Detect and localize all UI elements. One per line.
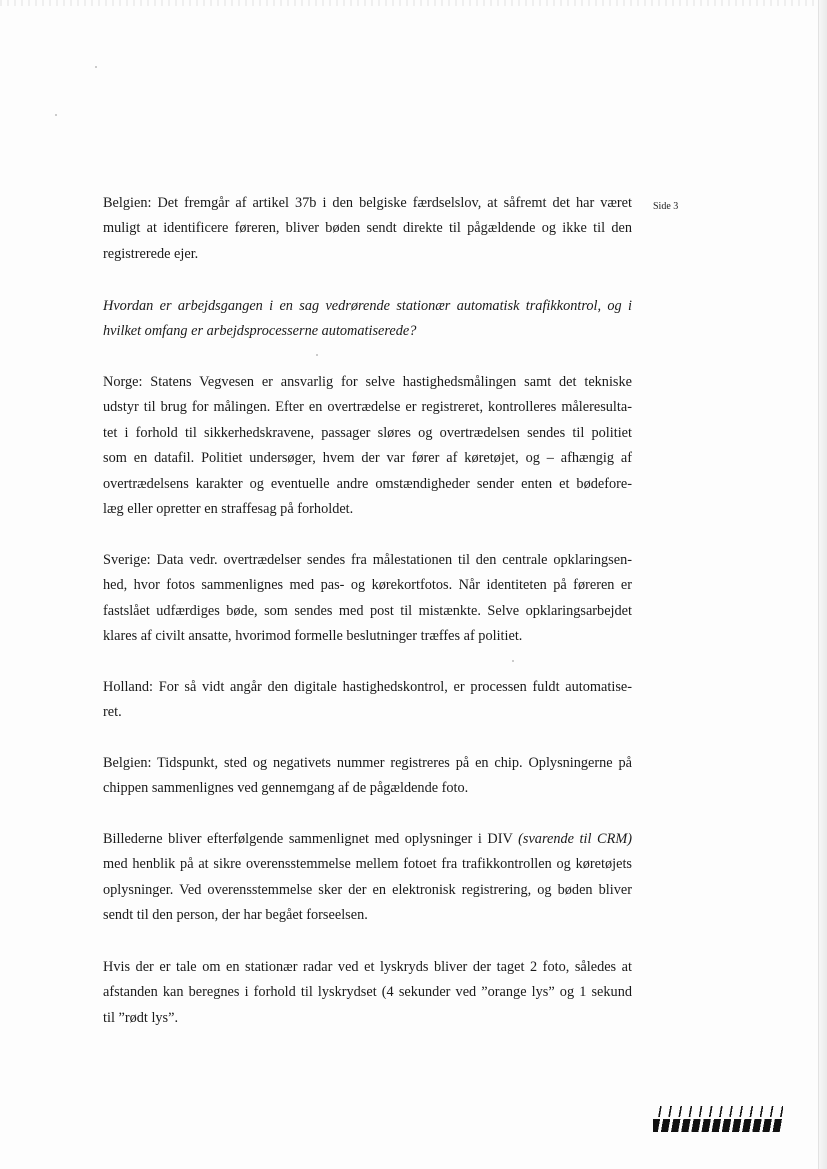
- scan-speck: [512, 660, 514, 662]
- text-line: oplysninger. Ved overensstemmelse sker der en elektronisk registrering, og bøden bliver: [103, 881, 632, 898]
- scan-speck: [55, 114, 57, 116]
- text-line: afstanden kan beregnes i forhold til lyskrydset (4 sekunder ved ”orange lys” og 1 sekund: [103, 984, 632, 1001]
- barcode-row-thin: [653, 1106, 783, 1117]
- text-line: muligt at identificere føreren, bliver bøden sendt direkte til pågældende og ikke til den: [103, 220, 632, 237]
- text-line: tet i forhold til sikkerhedskravene, passager sløres og overtrædelsen sendes til politiet: [103, 424, 632, 441]
- barcode-row-thick: [653, 1119, 783, 1132]
- text-line: hvilket omfang er arbejdsprocesserne automatiserede?: [103, 323, 417, 340]
- text-line: Belgien: Det fremgår af artikel 37b i den belgiske færdselslov, at såfremt det har været: [103, 195, 632, 211]
- text-segment: Billederne bliver efterfølgende sammenlignet med oplysninger i DIV: [103, 831, 519, 847]
- text-line: som en datafil. Politiet undersøger, hvem der var fører af køretøjet, og – afhængig af: [103, 450, 632, 467]
- text-line: chippen sammenlignes ved gennemgang af de pågældende foto.: [103, 780, 469, 797]
- paragraph-belgium-chip: [103, 751, 632, 802]
- text-line: Sverige: Data vedr. overtrædelser sendes fra målestationen til den centrale opklaringsen-: [103, 552, 632, 568]
- page-number-label: Side 3: [653, 201, 679, 212]
- scan-speck: [95, 66, 97, 68]
- text-line: Hvordan er arbejdsgangen i en sag vedrørende stationær automatisk trafikkontrol, og i: [103, 298, 632, 314]
- paragraph-sweden: [103, 548, 632, 650]
- paragraph-belgium-law: [103, 191, 632, 267]
- paragraph-question: [103, 294, 632, 345]
- text-line: Norge: Statens Vegvesen er ansvarlig for selve hastighedsmålingen samt det tekniske: [103, 374, 632, 390]
- text-line: sendt til den person, der har begået forseelsen.: [103, 907, 368, 924]
- text-line: læg eller opretter en straffesag på forholdet.: [103, 501, 354, 518]
- text-line: overtrædelsens karakter og eventuelle andre omstændigheder sender enten et bødefore-: [103, 475, 632, 492]
- text-line: udstyr til brug for målingen. Efter en overtrædelse er registreret, kontrolleres måleresulta-: [103, 399, 632, 416]
- barcode-mark: [653, 1106, 783, 1132]
- paragraph-netherlands: [103, 675, 632, 726]
- text-line: registrerede ejer.: [103, 245, 199, 262]
- text-segment-italic: (svarende til CRM): [518, 831, 632, 847]
- paragraph-radar: [103, 955, 632, 1031]
- scan-edge-right: [818, 0, 827, 1169]
- paragraph-norway: [103, 370, 632, 522]
- text-line: Hvis der er tale om en stationær radar ved et lyskryds bliver der taget 2 foto, således at: [103, 959, 632, 975]
- text-line: med henblik på at sikre overensstemmelse mellem fotoet fra trafikkontrollen og køretøjets: [103, 856, 632, 873]
- text-line: ret.: [103, 704, 122, 721]
- text-line: hed, hvor fotos sammenlignes med pas- og kørekortfotos. Når identiteten på føreren er: [103, 577, 632, 594]
- paragraph-images-comparison: [103, 827, 632, 929]
- text-line: [103, 827, 632, 852]
- text-line: klares af civilt ansatte, hvorimod formelle beslutninger træffes af politiet.: [103, 628, 523, 645]
- scan-speck: [316, 354, 318, 356]
- text-line: til ”rødt lys”.: [103, 1009, 179, 1026]
- scan-edge-top: [0, 0, 827, 6]
- text-line: Holland: For så vidt angår den digitale hastighedskontrol, er processen fuldt automatise-: [103, 679, 632, 695]
- text-line: Belgien: Tidspunkt, sted og negativets nummer registreres på en chip. Oplysningerne på: [103, 755, 632, 771]
- text-line: fastslået udfærdiges bøde, som sendes med post til mistænkte. Selve opklaringsarbejdet: [103, 602, 632, 619]
